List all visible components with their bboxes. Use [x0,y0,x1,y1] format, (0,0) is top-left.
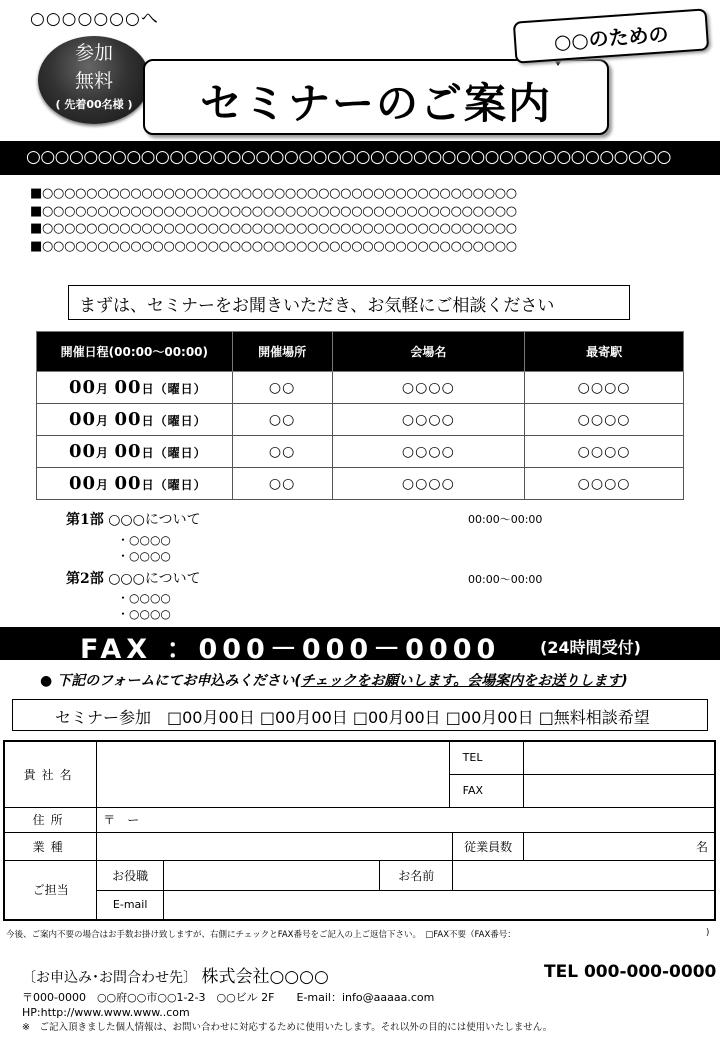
day-unit: 日 [141,382,155,396]
month-value: 00 [69,409,97,430]
headline-band [0,141,720,175]
application-form [3,740,716,921]
opt-out-notice [6,928,710,940]
schedule-station: ○○○○ [525,468,684,500]
name-field[interactable] [453,860,715,890]
schedule-date [37,404,233,436]
bullet-item: ■○○○○○○○○○○○○○○○○○○○○○○○○○○○○○○○○○○○○○○○○○○○ [30,186,517,201]
schedule-header-row [37,332,684,372]
employees-label: 従業員数 [453,832,524,860]
header-date: 開催日程(00:00～00:00) [37,332,233,372]
headline-band-text: ○○○○○○○○○○○○○○○○○○○○○○○○○○○○○○○○○○○○○○○○○○○○○ [26,147,672,167]
part2-label: 第2部 [66,571,104,587]
page-title: セミナーのご案内 [199,79,552,128]
tel-field[interactable] [524,741,715,774]
part1-item: ・○○○○ [117,549,171,563]
instruction-lead: ● 下記のフォームにてお申込みください( [40,673,301,689]
privacy-note: ※ ご記入頂きました個人情報は、お問い合わせに対応するために使用いたします。それ以外の目的には使用いたしません。 [22,1022,553,1033]
day-unit: 日 [141,446,155,460]
table-row [37,404,684,436]
consult-box [68,285,630,320]
bullet-list [30,185,517,255]
badge-line2: 無料 [74,70,113,92]
position-label: お役職 [97,860,164,890]
schedule-date [37,436,233,468]
program-part1 [66,509,201,529]
badge-line1: 参加 [74,42,113,64]
month-value: 00 [69,441,97,462]
seminar-options-box[interactable] [12,699,708,731]
address-field[interactable]: 〒 ー [97,807,715,832]
email-field[interactable] [164,890,715,920]
name-label: お名前 [380,860,453,890]
bullet-item: ■○○○○○○○○○○○○○○○○○○○○○○○○○○○○○○○○○○○○○○○○○○○ [30,238,517,254]
day-value: 00 [114,377,142,398]
free-participation-badge [38,36,150,124]
contact-label: ご担当 [4,860,97,920]
notice-text: 今後、ご案内不要の場合はお手数お掛け致しますが、右側にチェックとFAX番号をご記入の上ご返信下さい。 □FAX不要（FAX番号： [6,930,516,940]
address-label: 住所 [4,807,97,832]
schedule-place: ○○ [232,468,332,500]
day-unit: 日 [141,414,155,428]
month-value: 00 [69,473,97,494]
month-unit: 月 [96,478,110,492]
part1-item: ・○○○○ [117,533,171,547]
seminar-options-text[interactable]: セミナー参加 □00月00日 □00月00日 □00月00日 □00月00日 □無料相談希望 [55,708,650,727]
contact-label-text: 〔お申込み･お問合わせ先〕 [22,970,197,986]
day-value: 00 [114,473,142,494]
weekday: （曜日） [154,478,207,492]
homepage-url[interactable]: HP:http://www.www.www..com [22,1006,190,1019]
contact-tel: TEL 000-000-0000 [544,962,717,982]
badge-line3: ( 先着00名様 ) [55,98,133,111]
industry-field[interactable] [97,832,453,860]
fax-note: (24時間受付) [540,638,641,657]
instruction-underline: チェックをお願いします。会場案内をお送りします [300,673,622,689]
schedule-venue: ○○○○ [332,468,525,500]
fax-number: FAX ：000－000－0000 [80,634,501,665]
schedule-venue: ○○○○ [332,404,525,436]
schedule-venue: ○○○○ [332,372,525,404]
weekday: （曜日） [154,382,207,396]
schedule-venue: ○○○○ [332,436,525,468]
part2-item: ・○○○○ [117,591,171,605]
day-value: 00 [114,409,142,430]
contact-info [22,962,329,987]
part2-time: 00:00～00:00 [468,573,543,586]
schedule-station: ○○○○ [525,372,684,404]
email-label: E-mail [97,890,164,920]
part2-topic: ○○○について [108,571,201,587]
addressee: ○○○○○○○へ [30,9,159,29]
table-row [37,372,684,404]
schedule-place: ○○ [232,372,332,404]
form-instruction [40,670,628,690]
schedule-station: ○○○○ [525,436,684,468]
schedule-table [36,331,684,500]
company-label: 貴社名 [4,741,97,807]
bullet-item: ■○○○○○○○○○○○○○○○○○○○○○○○○○○○○○○○○○○○○○○○○○○○ [30,203,517,219]
instruction-tail: ) [621,673,628,689]
table-row [37,468,684,500]
speech-text: ○○のための [552,22,670,54]
schedule-date [37,468,233,500]
month-unit: 月 [96,382,110,396]
company-name: 株式会社○○○○ [201,967,329,987]
part1-label: 第1部 [66,512,104,528]
weekday: （曜日） [154,446,207,460]
day-unit: 日 [141,478,155,492]
industry-label: 業種 [4,832,97,860]
header-station: 最寄駅 [525,332,684,372]
schedule-place: ○○ [232,404,332,436]
schedule-date [37,372,233,404]
header-place: 開催場所 [232,332,332,372]
position-field[interactable] [164,860,380,890]
fax-field[interactable] [524,774,715,807]
part2-item: ・○○○○ [117,607,171,621]
notice-close: ) [706,928,710,938]
employees-field[interactable]: 名 [524,832,715,860]
speech-bubble [513,8,709,63]
schedule-place: ○○ [232,436,332,468]
contact-address: 〒000-0000 ○○府○○市○○1-2-3 ○○ビル 2F E-mail：info@aaaaa.com [22,991,435,1004]
tel-label: TEL [453,741,524,774]
table-row [37,436,684,468]
consult-text: まずは、セミナーをお聞きいただき、お気軽にご相談ください [79,296,555,316]
company-field[interactable] [97,741,450,807]
fax-band [0,627,720,665]
bullet-item: ■○○○○○○○○○○○○○○○○○○○○○○○○○○○○○○○○○○○○○○○○○○○ [30,221,517,236]
day-value: 00 [114,441,142,462]
month-unit: 月 [96,414,110,428]
weekday: （曜日） [154,414,207,428]
month-value: 00 [69,377,97,398]
fax-label: FAX [453,774,524,807]
part1-topic: ○○○について [108,512,201,528]
schedule-station: ○○○○ [525,404,684,436]
title-box [143,59,609,135]
month-unit: 月 [96,446,110,460]
program-part2 [66,568,201,588]
part1-time: 00:00～00:00 [468,513,543,526]
header-venue: 会場名 [332,332,525,372]
